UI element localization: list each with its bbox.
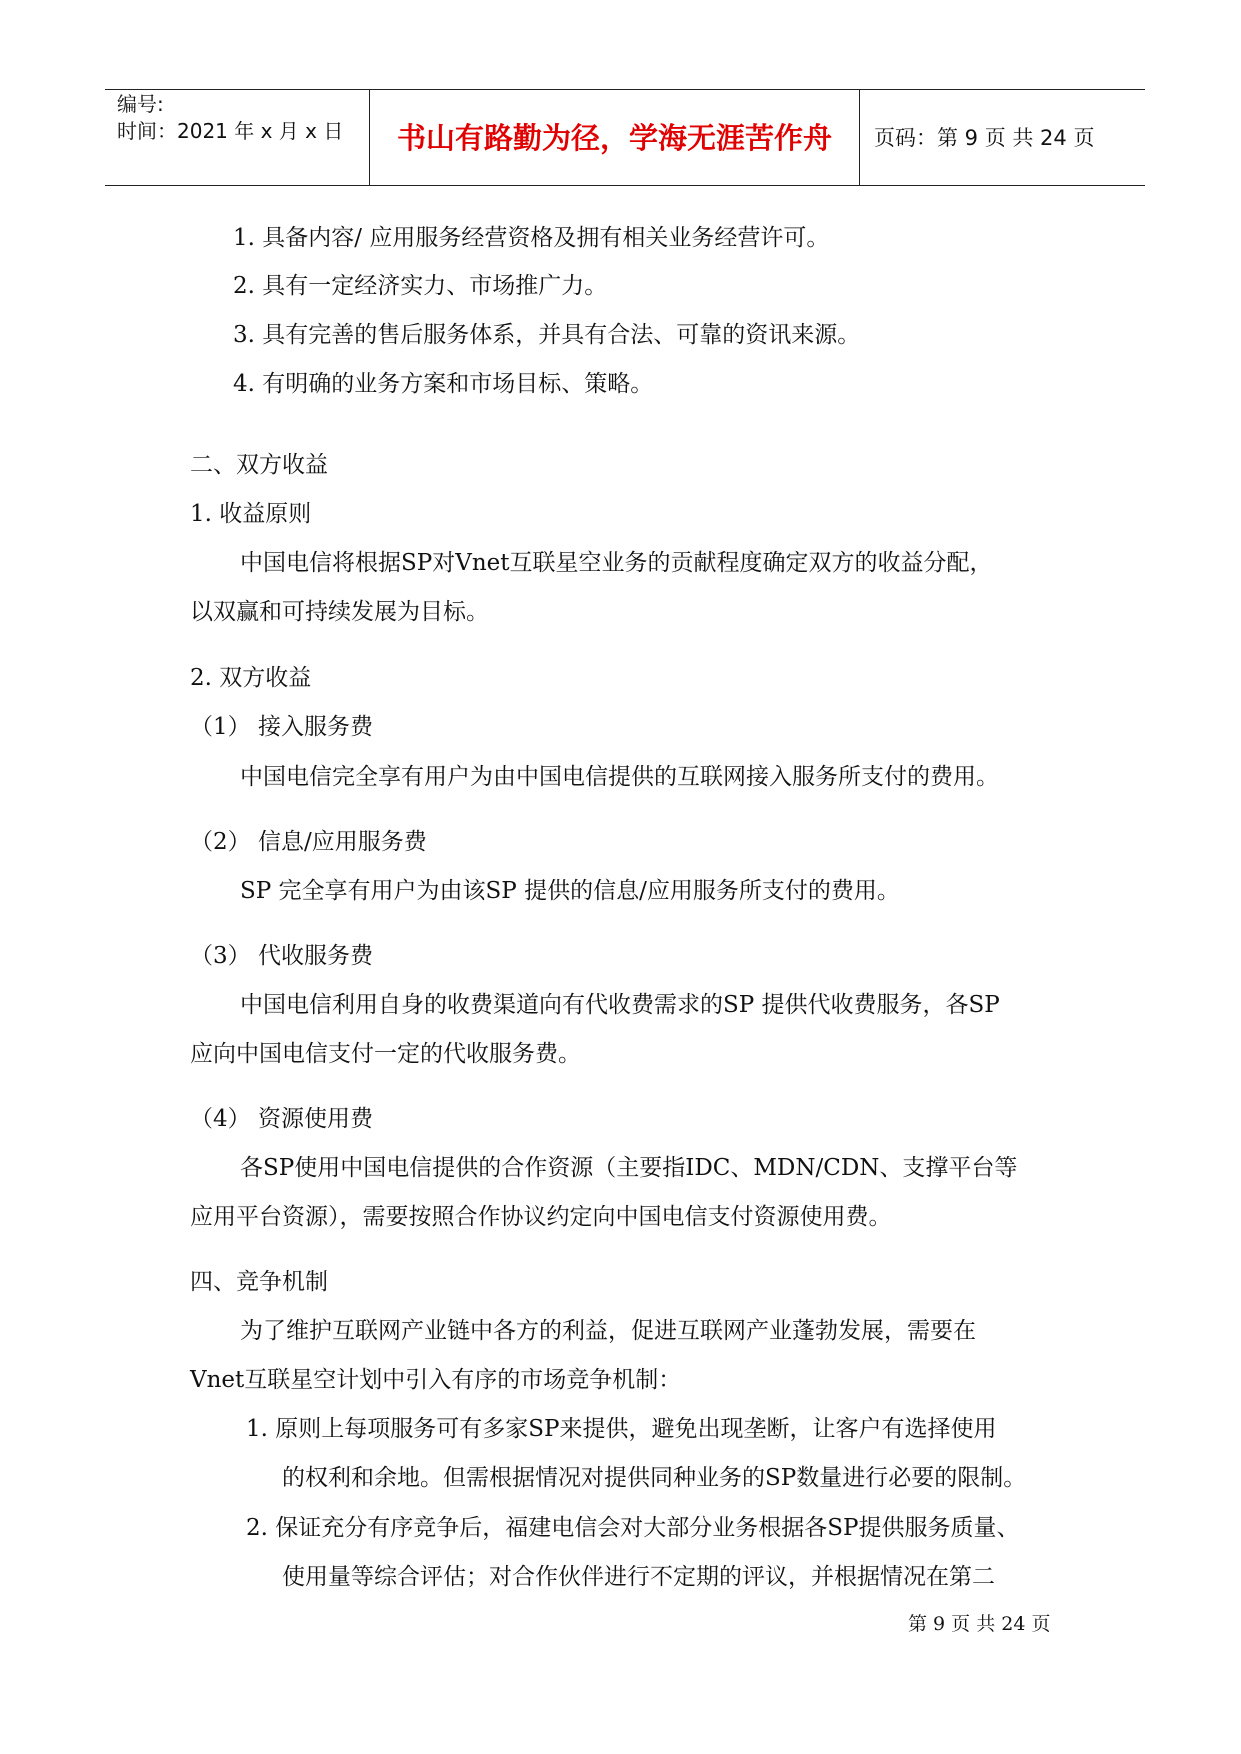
paragraph-resource-fee-line-1: 各SP使用中国电信提供的合作资源（主要指IDC、MDN/CDN、支撑平台等: [240, 1155, 1018, 1181]
item-heading-resource-fee: （4） 资源使用费: [190, 1106, 373, 1132]
requirement-item-3: 3. 具有完善的售后服务体系，并具有合法、可靠的资讯来源。: [233, 322, 861, 348]
header-motto-cell: [370, 90, 860, 185]
header-page-info: 页码：第 9 页 共 24 页: [874, 126, 1095, 150]
section-heading-competition: 四、竞争机制: [190, 1269, 328, 1295]
header-motto: 书山有路勤为径，学海无涯苦作舟: [396, 121, 832, 155]
paragraph-principle-line-2: 以双赢和可持续发展为目标。: [190, 599, 489, 625]
requirement-item-2: 2. 具有一定经济实力、市场推广力。: [233, 273, 608, 299]
paragraph-collection-fee-line-2: 应向中国电信支付一定的代收服务费。: [190, 1041, 581, 1067]
requirement-item-4: 4. 有明确的业务方案和市场目标、策略。: [233, 371, 654, 397]
item-heading-collection-fee: （3） 代收服务费: [190, 943, 373, 969]
paragraph-resource-fee-line-2: 应用平台资源），需要按照合作协议约定向中国电信支付资源使用费。: [190, 1204, 892, 1230]
page-footer-number: 第 9 页 共 24 页: [908, 1613, 1051, 1635]
paragraph-competition-line-1: 为了维护互联网产业链中各方的利益，促进互联网产业蓬勃发展，需要在: [240, 1318, 976, 1344]
paragraph-collection-fee-line-1: 中国电信利用自身的收费渠道向有代收费需求的SP 提供代收费服务，各SP: [240, 992, 1000, 1018]
item-heading-info-service-fee: （2） 信息/应用服务费: [190, 829, 427, 855]
subsection-heading-mutual-revenue: 2. 双方收益: [190, 665, 312, 691]
paragraph-access-fee: 中国电信完全享有用户为由中国电信提供的互联网接入服务所支付的费用。: [240, 764, 999, 790]
subsection-heading-benefit-principle: 1. 收益原则: [190, 501, 312, 527]
competition-item-1-line-1: 1. 原则上每项服务可有多家SP来提供，避免出现垄断，让客户有选择使用: [246, 1416, 997, 1442]
paragraph-competition-line-2: Vnet互联星空计划中引入有序的市场竞争机制：: [190, 1367, 682, 1393]
requirement-item-1: 1. 具备内容/ 应用服务经营资格及拥有相关业务经营许可。: [233, 225, 830, 251]
item-heading-access-fee: （1） 接入服务费: [190, 714, 373, 740]
competition-item-2-line-2: 使用量等综合评估；对合作伙伴进行不定期的评议，并根据情况在第二: [282, 1564, 995, 1590]
page-header: [105, 89, 1145, 186]
competition-item-1-line-2: 的权利和余地。但需根据情况对提供同种业务的SP数量进行必要的限制。: [282, 1465, 1027, 1491]
paragraph-principle-line-1: 中国电信将根据SP对Vnet互联星空业务的贡献程度确定双方的收益分配，: [240, 550, 993, 576]
section-heading-mutual-benefit: 二、双方收益: [190, 452, 328, 478]
document-number-label: 编号:: [117, 92, 164, 116]
competition-item-2-line-1: 2. 保证充分有序竞争后，福建电信会对大部分业务根据各SP提供服务质量、: [246, 1515, 1020, 1541]
document-time-label: 时间：2021 年 x 月 x 日: [117, 119, 344, 143]
header-meta-cell: [105, 90, 370, 185]
paragraph-info-service-fee: SP 完全享有用户为由该SP 提供的信息/应用服务所支付的费用。: [240, 878, 900, 904]
header-page-cell: [860, 90, 1145, 185]
